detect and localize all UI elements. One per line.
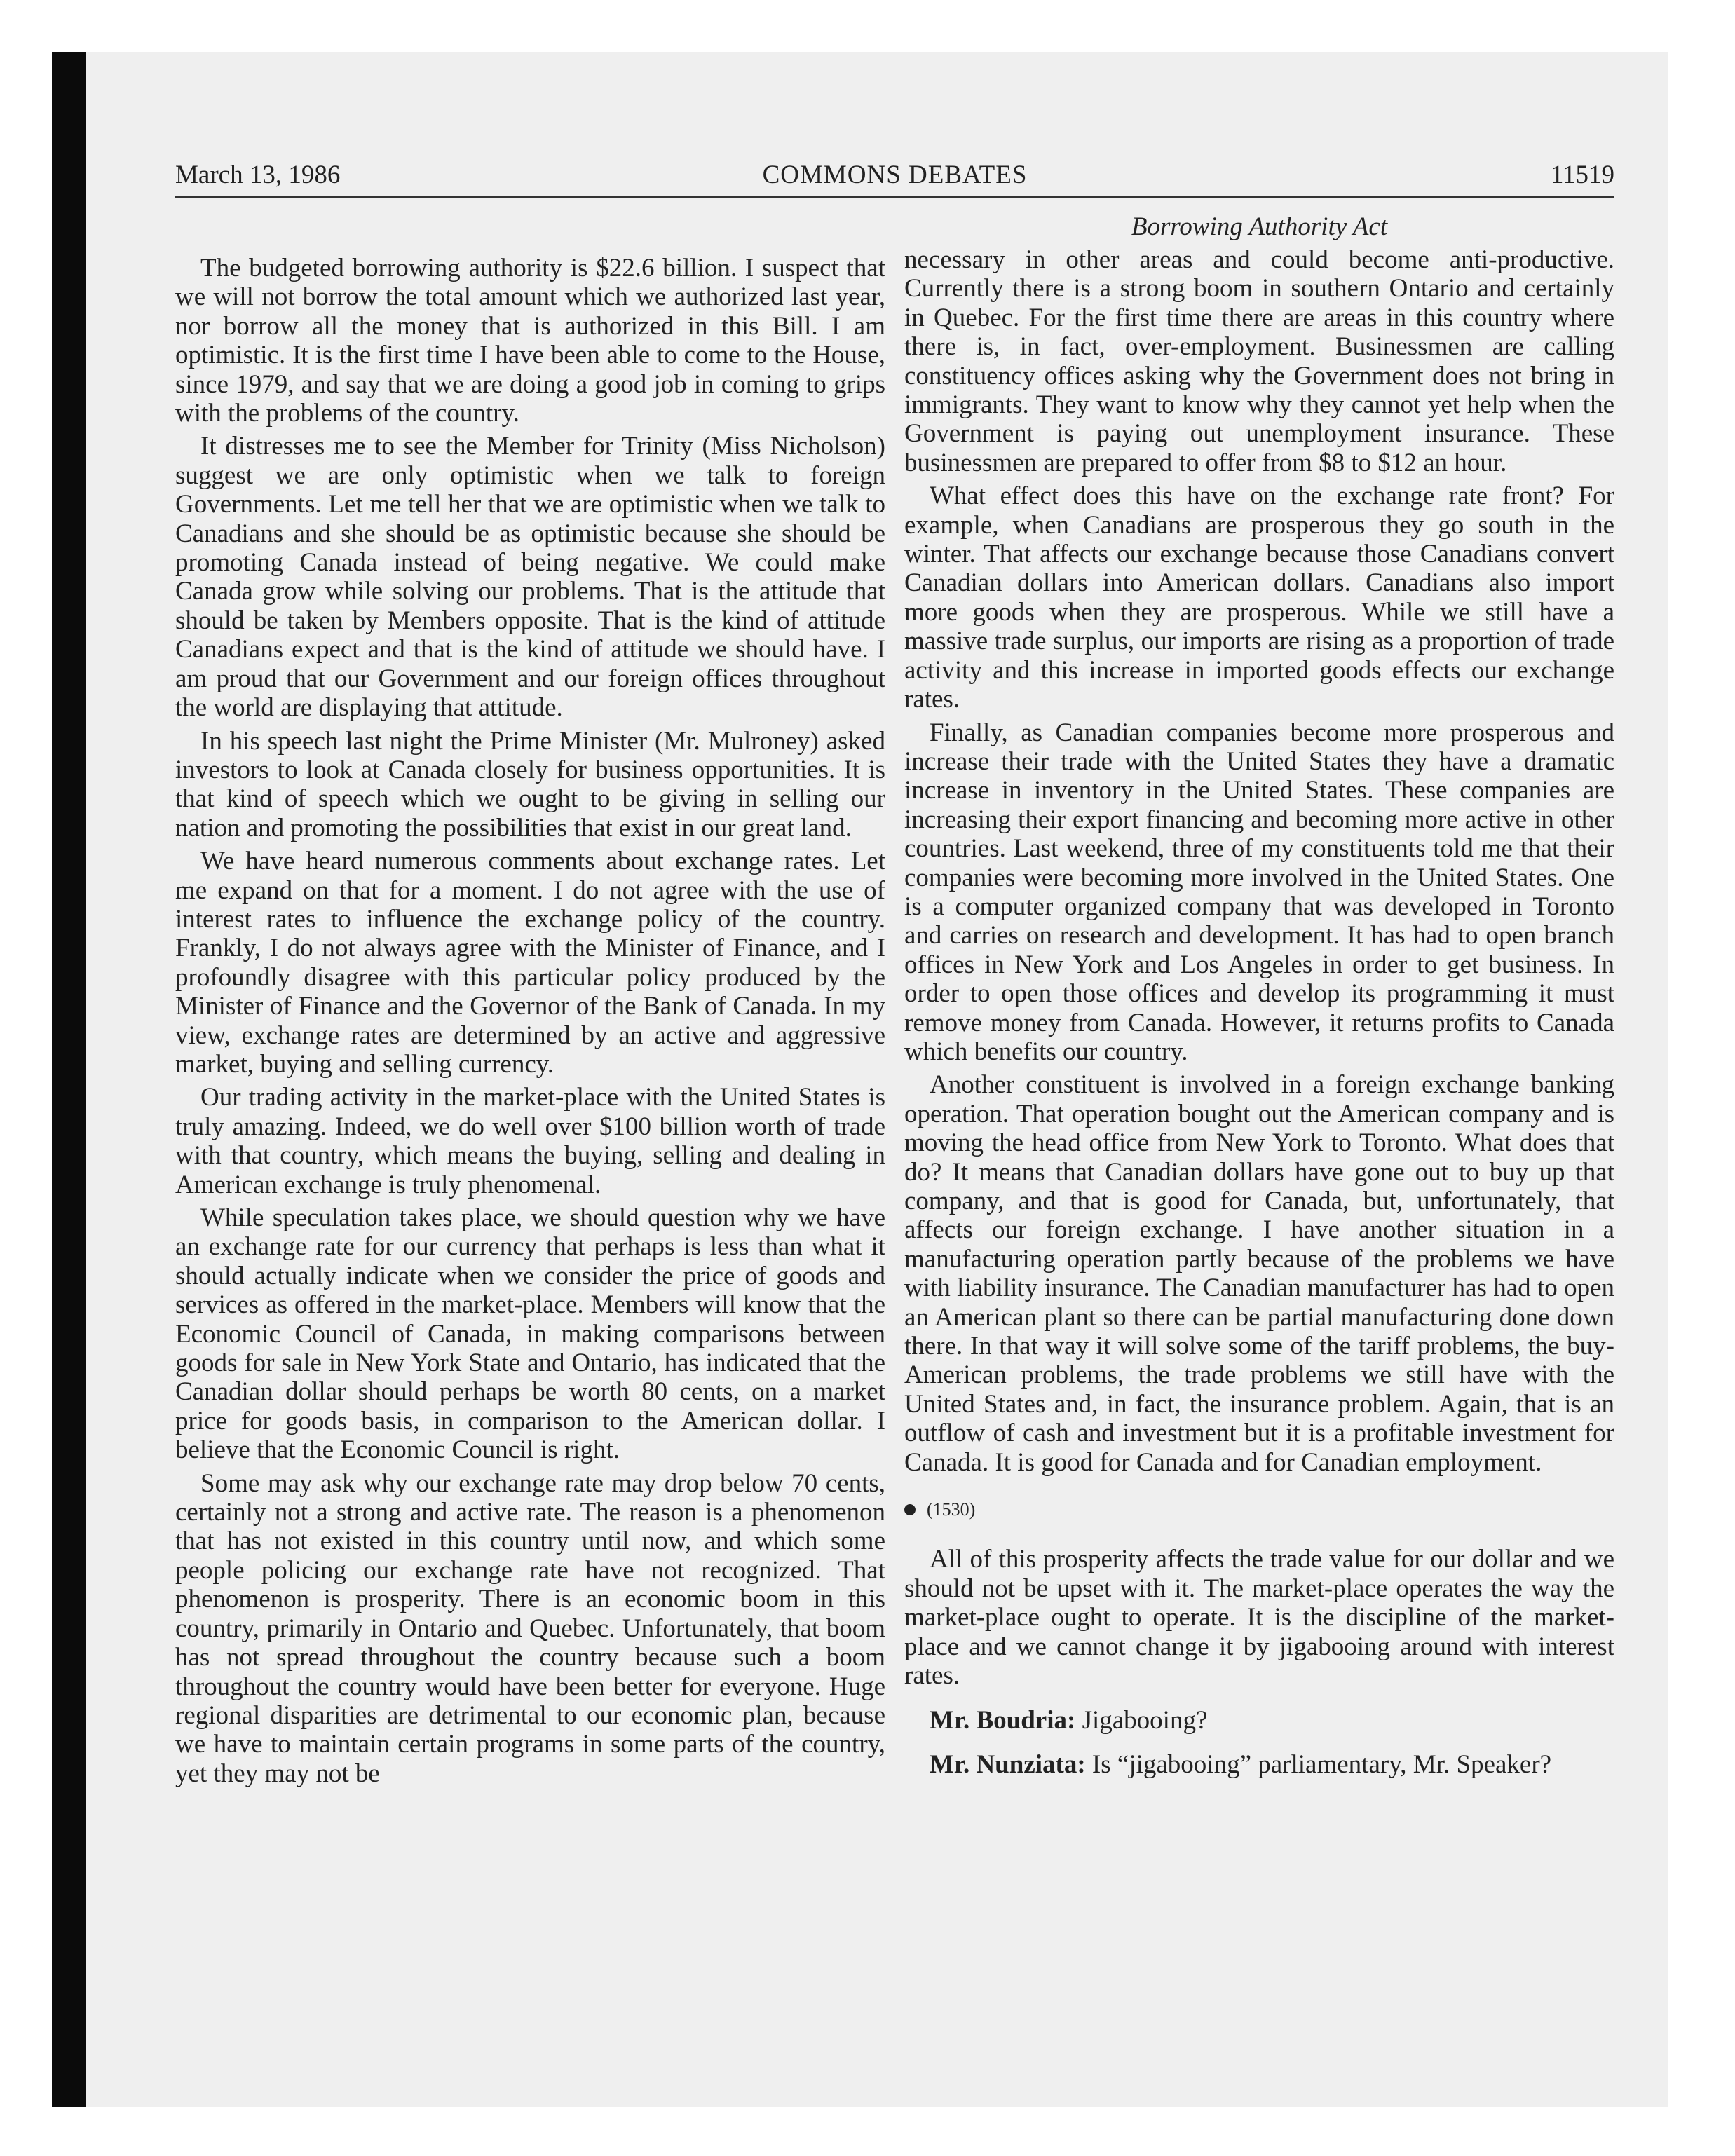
page-header: [175, 160, 1614, 198]
exchange-nunziata: [904, 1750, 1614, 1779]
time-marker-text: (1530): [927, 1499, 976, 1520]
paragraph: Our trading activity in the market-place with the United States is truly amazing. Indeed, we do well over $100 billion worth of trade with that country, which means the buying, selling and dealing in American exchange is truly phenomenal.: [175, 1083, 885, 1199]
paragraph: What effect does this have on the exchange rate front? For example, when Canadians are prosperous they go south in the winter. That affects our exchange because those Canadians convert Canadian dollars into American dollars. Canadians also import more goods when they are prosperous. While we still have a massive trade surplus, our imports are rising as a proportion of trade activity and this increase in imported goods effects our exchange rates.: [904, 482, 1614, 714]
paragraph-continuation: necessary in other areas and could become anti-productive. Currently there is a strong boom in southern Ontario and certainly in Quebec. For the first time there are areas in this country where there is, in fact, over-employment. Businessmen are calling constituency offices asking why the Government does not bring in immigrants. They want to know why they cannot yet help when the Government is paying out unemployment insurance. These businessmen are prepared to offer from $8 to $12 an hour.: [904, 245, 1614, 477]
speaker-name: Mr. Nunziata:: [930, 1749, 1086, 1779]
paragraph: All of this prosperity affects the trade value for our dollar and we should not be upset with it. The market-place operates the way the market-place ought to operate. It is the discipline of the market-place and we cannot change it by jigabooing around with interest rates.: [904, 1545, 1614, 1691]
paragraph: The budgeted borrowing authority is $22.6 billion. I suspect that we will not borrow the total amount which we authorized last year, nor borrow all the money that is authorized in this Bill. I am optimistic. It is the first time I have been able to come to the House, since 1979, and say that we are doing a good job in coming to grips with the problems of the country.: [175, 254, 885, 428]
time-marker: [904, 1495, 1614, 1524]
paragraph: While speculation takes place, we should question why we have an exchange rate for our currency that perhaps is less than what it should actually indicate when we consider the price of goods and services as offered in the market-place. Members will know that the Economic Council of Canada, in making comparisons between goods for sale in New York State and Ontario, has indicated that the Canadian dollar should perhaps be worth 80 cents, on a market price for goods basis, in comparison to the American dollar. I believe that the Economic Council is right.: [175, 1203, 885, 1465]
left-column: [175, 254, 885, 1792]
header-date: March 13, 1986: [175, 161, 341, 189]
exchange-boudria: [904, 1706, 1614, 1735]
paragraph: We have heard numerous comments about exchange rates. Let me expand on that for a moment. I do not agree with the use of interest rates to influence the exchange policy of the country. Frankly, I do not always agree with the Minister of Finance, and I profoundly disagree with this particular policy produced by the Minister of Finance and the Governor of the Bank of Canada. In my view, exchange rates are determined by an active and aggressive market, buying and selling currency.: [175, 847, 885, 1079]
paragraph: Finally, as Canadian companies become more prosperous and increase their trade with the United States they have a dramatic increase in inventory in the United States. These companies are increasing their export financing and becoming more active in other countries. Last weekend, three of my constituents told me that their companies were becoming more involved in the United States. One is a computer organized company that was developed in Toronto and carries on research and development. It has had to open branch offices in New York and Los Angeles in order to get business. In order to open those offices and develop its programming it must remove money from Canada. However, it returns profits to Canada which benefits our country.: [904, 718, 1614, 1066]
binding-edge: [52, 52, 86, 2107]
speech-text: Is “jigabooing” parliamentary, Mr. Speaker?: [1085, 1749, 1552, 1779]
paragraph: In his speech last night the Prime Minister (Mr. Mulroney) asked investors to look at Canada closely for business opportunities. It is that kind of speech which we ought to be giving in selling our nation and promoting the possibilities that exist in our great land.: [175, 726, 885, 842]
paragraph: Another constituent is involved in a foreign exchange banking operation. That operation bought out the American company and is moving the head office from New York to Toronto. What does that do? It means that Canadian dollars have gone out to buy up that company, and that is good for Canada, but, unfortunately, that affects our foreign exchange. I have another situation in a manufacturing operation partly because of the problems we have with liability insurance. The Canadian manufacturer has had to open an American plant so there can be partial manufacturing done down there. In that way it will solve some of the tariff problems, the buy-American problems, the trade problems we still have with the United States and, in fact, the insurance problem. Again, that is an outflow of cash and investment but it is a profitable investment for Canada. It is good for Canada and for Canadian employment.: [904, 1070, 1614, 1477]
paragraph: It distresses me to see the Member for Trinity (Miss Nicholson) suggest we are only optimistic when we talk to foreign Governments. Let me tell her that we are optimistic when we talk to Canadians and she should be as optimistic because she should be promoting Canada instead of being negative. We could make Canada grow while solving our problems. That is the attitude that should be taken by Members opposite. That is the kind of attitude Canadians expect and that is the kind of attitude we should have. I am proud that our Government and our foreign offices throughout the world are displaying that attitude.: [175, 432, 885, 723]
speech-text: Jigabooing?: [1075, 1705, 1208, 1735]
header-title: COMMONS DEBATES: [762, 161, 1028, 189]
right-column: [904, 245, 1614, 1783]
page-number: 11519: [1550, 161, 1614, 189]
speaker-name: Mr. Boudria:: [930, 1705, 1076, 1735]
paragraph: Some may ask why our exchange rate may drop below 70 cents, certainly not a strong and active rate. The reason is a phenomenon that has not existed in this country until now, and which some people policing our exchange rate have not recognized. That phenomenon is prosperity. There is an economic boom in this country, primarily in Ontario and Quebec. Unfortunately, that boom has not spread throughout the country because such a boom throughout the country would have been better for everyone. Huge regional disparities are detrimental to our economic plan, because we have to maintain certain programs in some parts of the country, yet they may not be: [175, 1468, 885, 1788]
bullet-icon: [904, 1504, 916, 1515]
running-head: Borrowing Authority Act: [1131, 212, 1388, 241]
